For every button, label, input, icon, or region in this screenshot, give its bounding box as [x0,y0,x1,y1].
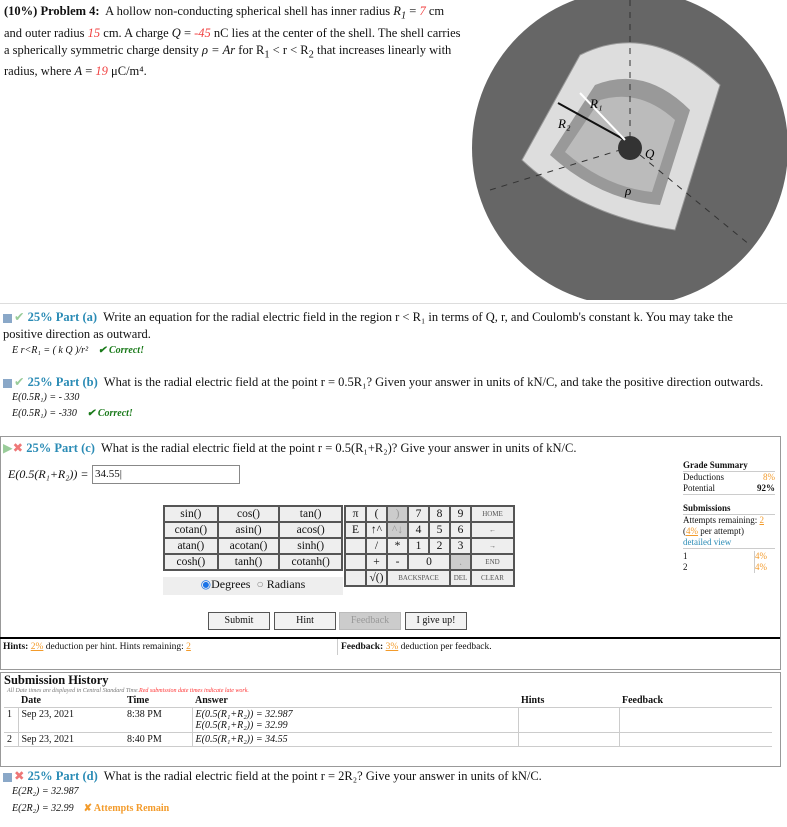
deductions-label: Deductions [683,472,724,482]
key-7[interactable]: 7 [408,506,429,522]
rho: ρ = Ar [201,42,236,57]
text: = [406,4,420,18]
key-2[interactable]: 2 [429,538,450,554]
function-keypad [163,505,343,571]
text: cm and outer radius [4,4,445,40]
part-c-percent: 25% Part (c) [26,441,95,455]
text: A hollow non-conducting spherical shell has inner radius [105,4,394,18]
attempt-num: 2 [683,562,688,572]
part-b-answer-2 [12,408,133,419]
key-3[interactable]: 3 [450,538,471,554]
text: < r < R [269,42,309,57]
key-sqrt[interactable]: √() [366,570,387,586]
table-row [4,708,772,733]
key-close-paren[interactable]: ) [387,506,408,522]
collapse-icon[interactable] [3,314,12,323]
part-b [3,374,763,390]
potential-value: 92% [757,483,775,493]
correct-status: ✔ Correct! [86,408,133,419]
give-up-button[interactable]: I give up! [405,612,467,630]
history-title: Submission History [4,673,109,687]
part-d-answer-1: E(2R₂) = 32.987 [12,786,79,797]
correct-status: ✔ Correct! [98,345,144,356]
r1-symbol: R [393,4,401,18]
check-icon: ✔ [14,375,25,389]
hints-remaining: 2 [186,642,191,652]
key-blank [345,538,366,554]
text: that increases linearly with radius, where [4,42,452,78]
r2-value: 15 [87,25,101,40]
row-num: 1 [7,709,12,720]
key-blank [345,570,366,586]
rho-label: ρ [625,183,632,198]
hints-text: deduction per hint. Hints remaining: [45,642,184,652]
text: cm. A charge [100,25,172,40]
number-keypad [344,505,515,587]
divider [0,303,787,304]
row-date: Sep 23, 2021 [18,708,124,733]
x-icon: ✖ [12,441,24,455]
key-tanh[interactable]: tanh() [218,554,280,570]
row-answer: E(0.5(R₁+R₂)) = 32.987 [195,709,293,720]
history-note: All Date times are displayed in Central Standard Time. [7,688,140,694]
row-answer: E(0.5(R₁+R₂)) = 32.99 [195,720,288,731]
row-num: 2 [7,734,12,745]
problem-header: (10%) Problem 4: [4,4,100,18]
collapse-icon[interactable] [3,379,12,388]
part-a-percent: 25% Part (a) [27,310,98,324]
key-sin[interactable]: sin() [164,506,218,522]
key-minus[interactable]: - [387,554,408,570]
answer-input[interactable]: 34.55| [92,465,240,484]
potential-label: Potential [683,483,715,493]
key-backspace[interactable]: BACKSPACE [387,570,450,586]
key-plus[interactable]: + [366,554,387,570]
text: for R [235,42,265,57]
row-time: 8:38 PM [127,709,162,720]
key-blank [345,554,366,570]
key-clear[interactable]: CLEAR [471,570,514,586]
key-multiply[interactable]: * [387,538,408,554]
part-d-answer-2 [12,803,169,814]
key-8[interactable]: 8 [429,506,450,522]
key-del[interactable]: DEL [450,570,471,586]
part-a [3,309,773,343]
grade-summary [683,460,775,573]
part-a-question: Write an equation for the radial electric field in the region r < R₁ in terms of Q, r, and Coulomb's constant k. You may take the positive direction as outward. [3,310,733,341]
attempts-remain-status: ✘ Attempts Remain [83,803,170,814]
key-cotanh[interactable]: cotanh() [279,554,342,570]
key-left-arrow[interactable]: ← [471,522,514,538]
key-6[interactable]: 6 [450,522,471,538]
key-0[interactable]: 0 [408,554,450,570]
problem-statement: (10%) Problem 4: A hollow non-conducting spherical shell has inner radius $R_1 = 7$ cm and outer radius 15 cm. A charge Q = -45 nC lies at the center of the shell. The shell carries a spherically symmetric charge density ρ = Ar for $R_1 < r < R_2$ that increases linearly with radius, where A = 19 μC/m⁴. [4,4,461,78]
col-hints: Hints [521,695,545,706]
attempts-label: Attempts remaining: [683,515,758,525]
row-date: Sep 23, 2021 [18,733,124,747]
key-up[interactable]: ↑^ [366,522,387,538]
late-note: Red submission date times indicate late work. [139,688,249,694]
part-d [3,768,542,784]
feedback-text: deduction per feedback. [400,642,492,652]
key-atan[interactable]: atan() [164,538,218,554]
col-date: Date [21,695,41,706]
key-5[interactable]: 5 [429,522,450,538]
part-b-question: What is the radial electric field at the point r = 0.5R₁? Given your answer in units of kN/C, and take the positive direction outwards. [103,375,764,389]
r1-label: R₁ [590,96,603,111]
hint-button[interactable]: Hint [274,612,336,630]
part-c-label: E(0.5(R₁+R₂)) = [8,467,89,481]
key-pi[interactable]: π [345,506,366,522]
detailed-view-link[interactable]: detailed view [683,537,775,549]
answer-text: E r<R₁ = ( k Q )/r² [12,345,89,356]
expand-icon[interactable]: ▶ [3,441,13,455]
part-b-percent: 25% Part (b) [27,375,98,389]
radians-radio[interactable]: ○ [256,577,264,591]
key-tan[interactable]: tan() [279,506,342,522]
key-sinh[interactable]: sinh() [279,538,342,554]
part-c-question: What is the radial electric field at the point r = 0.5(R₁+R₂)? Give your answer in units of kN/C. [101,441,577,455]
answer-value: 34.55 [95,468,120,480]
part-b-answer-1: E(0.5R₁) = - 330 [12,392,80,403]
hints-label: Hints: [3,642,29,652]
part-d-question: What is the radial electric field at the point r = 2R₂? Give your answer in units of kN/C. [103,769,542,783]
hint-deduction: 2% [30,642,44,652]
per-attempt-pct: 4% [686,526,698,536]
grade-title: Grade Summary [683,460,775,472]
key-dot[interactable]: . [450,554,471,570]
key-home[interactable]: HOME [471,506,514,522]
answer-text: E(0.5R₁) = -330 [12,408,77,419]
key-9[interactable]: 9 [450,506,471,522]
r2-label: R₂ [558,116,571,131]
key-acotan[interactable]: acotan() [218,538,280,554]
degrees-label: Degrees [211,577,251,591]
attempts-value: 2 [759,515,764,525]
angle-mode [163,577,343,595]
feedback-label: Feedback: [341,642,384,652]
attempt-num: 1 [683,551,688,561]
row-answer: E(0.5(R₁+R₂)) = 34.55 [192,733,518,747]
submission-history [0,672,781,767]
history-table [4,694,772,747]
deductions-value: 8% [763,472,775,482]
x-icon: ✖ [14,769,25,783]
radians-label: Radians [266,577,306,591]
q-label: Q [645,146,655,161]
submit-button[interactable]: Submit [208,612,270,630]
key-e[interactable]: E [345,522,366,538]
text: per attempt) [698,526,744,536]
shell-diagram [470,0,787,300]
collapse-icon[interactable] [3,773,12,782]
key-open-paren[interactable]: ( [366,506,387,522]
part-a-answer [12,345,144,356]
text: μC/m⁴. [107,64,147,78]
r1-value: 7 [419,4,426,18]
key-cotan[interactable]: cotan() [164,522,218,538]
key-cosh[interactable]: cosh() [164,554,218,570]
answer-text: E(2R₂) = 32.99 [12,803,74,814]
key-acos[interactable]: acos() [279,522,342,538]
col-answer: Answer [195,695,228,706]
feedback-button[interactable]: Feedback [339,612,401,630]
hints-bar [0,637,780,661]
key-divide[interactable]: / [366,538,387,554]
check-icon: ✔ [14,310,25,324]
key-end[interactable]: END [471,554,514,570]
table-row [4,733,772,747]
row-time: 8:40 PM [127,734,162,745]
part-c [3,440,576,456]
key-right-arrow[interactable]: → [471,538,514,554]
q-value: -45 [194,25,211,40]
key-4[interactable]: 4 [408,522,429,538]
degrees-radio[interactable]: ◉ [200,577,212,591]
a-value: 19 [95,64,108,78]
key-cos[interactable]: cos() [218,506,280,522]
feedback-deduction: 3% [385,642,399,652]
part-d-percent: 25% Part (d) [27,769,98,783]
col-time: Time [127,695,150,706]
col-feedback: Feedback [622,695,664,706]
a-symbol: A [74,64,83,78]
q-symbol: Q [171,25,181,40]
text: ( [683,526,686,536]
key-1[interactable]: 1 [408,538,429,554]
attempt-deduction: 4% [754,562,775,573]
attempt-deduction: 4% [754,551,775,562]
submissions-title: Submissions [683,503,775,515]
key-down[interactable]: ^↓ [387,522,408,538]
key-asin[interactable]: asin() [218,522,280,538]
text: nC lies at the center of the shell. The shell carries a spherically symmetric charge density [4,25,461,57]
